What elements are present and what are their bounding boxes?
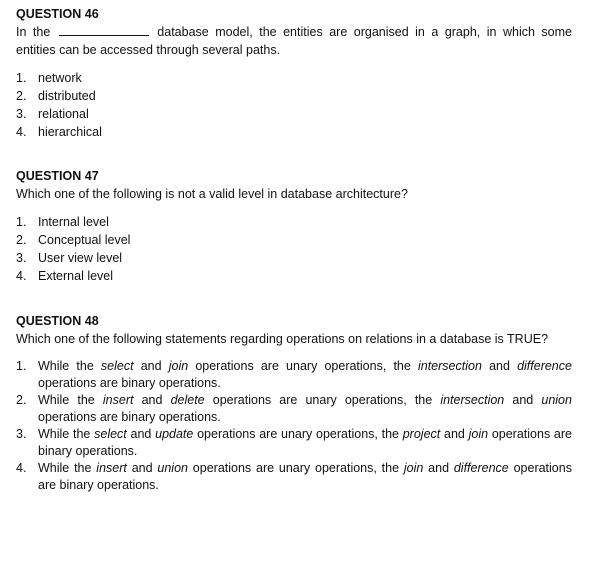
option-item xyxy=(16,87,572,105)
option-item xyxy=(16,358,572,392)
option-text: Internal level xyxy=(38,215,109,229)
option-number: 4. xyxy=(16,269,27,283)
option-item xyxy=(16,105,572,123)
option-number: 1. xyxy=(16,359,27,373)
option-number: 1. xyxy=(16,71,27,85)
option-number: 3. xyxy=(16,107,27,121)
question-47 xyxy=(16,168,572,285)
question-text: Which one of the following is not a valid level in database architecture? xyxy=(16,187,408,201)
option-list xyxy=(16,69,572,141)
option-text: Conceptual level xyxy=(38,233,131,247)
option-item xyxy=(16,249,572,267)
option-item xyxy=(16,460,572,494)
option-text: While the insert and delete operations are unary operations, the intersection and union operations are binary operations. xyxy=(38,393,572,424)
option-text: While the insert and union operations are unary operations, the join and difference operations are binary operations. xyxy=(38,461,572,492)
answer-blank xyxy=(59,24,149,36)
option-number: 3. xyxy=(16,251,27,265)
option-item xyxy=(16,426,572,460)
question-heading: QUESTION 48 xyxy=(16,314,99,328)
option-item xyxy=(16,267,572,285)
option-text: External level xyxy=(38,269,114,283)
option-text: While the select and update operations are unary operations, the project and join operations are binary operations. xyxy=(38,427,572,458)
option-item xyxy=(16,69,572,87)
question-48 xyxy=(16,313,572,494)
option-item xyxy=(16,213,572,231)
option-text: hierarchical xyxy=(38,125,102,139)
exam-page xyxy=(16,6,572,494)
question-heading: QUESTION 47 xyxy=(16,169,99,183)
question-46 xyxy=(16,6,572,141)
option-number: 4. xyxy=(16,461,27,475)
option-number: 4. xyxy=(16,125,27,139)
option-list xyxy=(16,358,572,494)
question-text: Which one of the following statements regarding operations on relations in a database is TRUE? xyxy=(16,332,549,346)
option-number: 1. xyxy=(16,215,27,229)
question-text-after-blank: database model, the entities are organised in a graph, in which some entities can be accessed through several paths. xyxy=(16,25,572,57)
option-number: 3. xyxy=(16,427,27,441)
option-text: While the select and join operations are unary operations, the intersection and difference operations are binary operations. xyxy=(38,359,572,390)
question-text xyxy=(16,23,572,59)
option-item xyxy=(16,392,572,426)
option-item xyxy=(16,231,572,249)
question-heading: QUESTION 46 xyxy=(16,7,99,21)
option-number: 2. xyxy=(16,89,27,103)
option-text: network xyxy=(38,71,82,85)
option-text: relational xyxy=(38,107,89,121)
option-list xyxy=(16,213,572,285)
option-item xyxy=(16,123,572,141)
option-number: 2. xyxy=(16,393,27,407)
option-text: User view level xyxy=(38,251,123,265)
option-text: distributed xyxy=(38,89,96,103)
option-number: 2. xyxy=(16,233,27,247)
question-text-before-blank: In the xyxy=(16,25,51,39)
